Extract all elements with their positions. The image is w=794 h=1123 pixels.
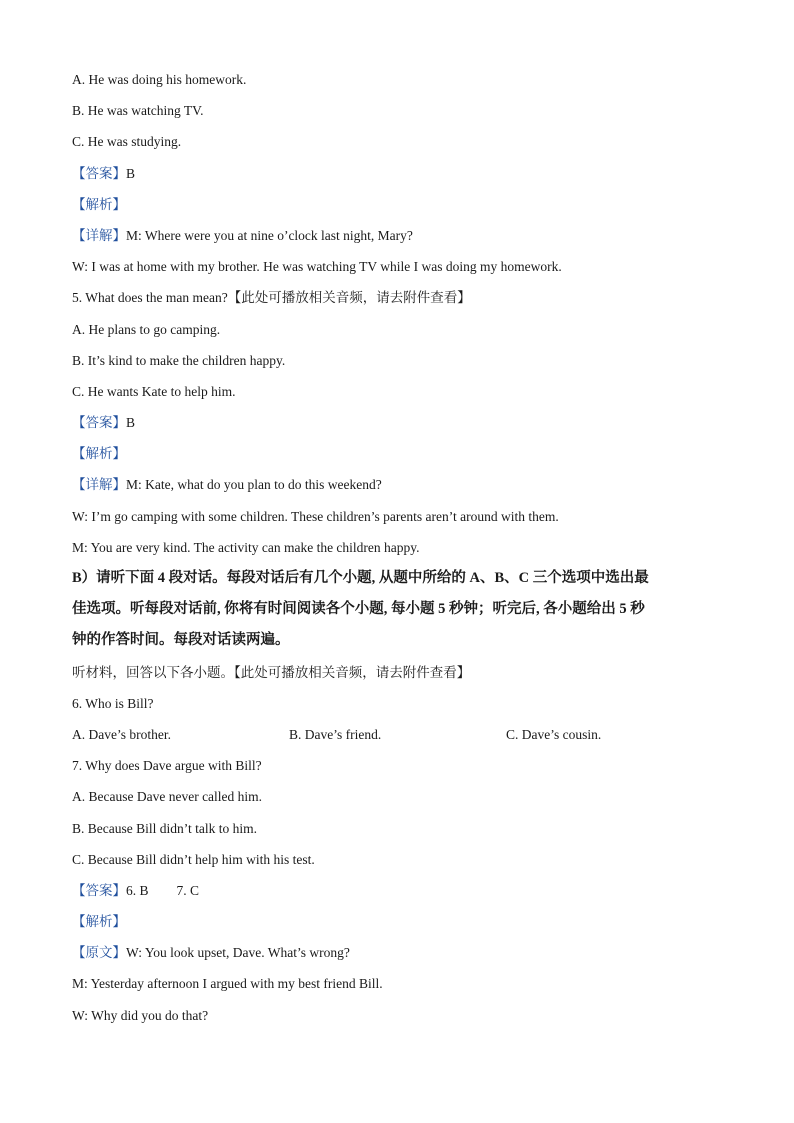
listen-prompt-text: 听材料，回答以下各小题。 xyxy=(72,664,234,680)
answer-6: 6. B xyxy=(126,882,149,898)
q6-7-analysis-tag: 【解析】 xyxy=(72,914,126,930)
q6-option-b: B. Dave’s friend. xyxy=(289,726,382,742)
q7-question: 7. Why does Dave argue with Bill? xyxy=(72,758,262,774)
q6-7-original-line1 xyxy=(72,937,722,968)
q6-option-a: A. Dave’s brother. xyxy=(72,726,171,742)
q4-answer xyxy=(72,158,722,189)
original-text: W: You look upset, Dave. What’s wrong? xyxy=(126,945,350,961)
q5-detail-line2: W: I’m go camping with some children. These children’s parents aren’t around with them. xyxy=(72,508,559,524)
detail-tag: 【详解】 xyxy=(72,477,126,493)
answer-value: B xyxy=(126,415,136,431)
q5-option-a: A. He plans to go camping. xyxy=(72,321,221,337)
audio-note: 【此处可播放相关音频，请去附件查看】 xyxy=(227,290,471,306)
q5-detail-line1 xyxy=(72,469,722,500)
detail-text: M: Where were you at nine o’clock last night, Mary? xyxy=(126,227,413,243)
q4-option-b: B. He was watching TV. xyxy=(72,103,204,119)
q6-7-answer xyxy=(72,875,722,906)
q6-7-original-line3: W: Why did you do that? xyxy=(72,1007,209,1023)
q4-detail-line1 xyxy=(72,220,722,251)
answer-7: 7. C xyxy=(176,882,200,898)
q4-option-c: C. He was studying. xyxy=(72,134,182,150)
q5-detail-line3: M: You are very kind. The activity can make the children happy. xyxy=(72,539,420,555)
answer-tag: 【答案】 xyxy=(72,165,126,181)
answer-tag: 【答案】 xyxy=(72,415,126,431)
q5-answer xyxy=(72,407,722,438)
section-b-instruction-line2: 佳选项。听每段对话前, 你将有时间阅读各个小题, 每小题 5 秒钟；听完后, 各小题给出 5 秒 xyxy=(72,601,645,618)
q5-option-c: C. He wants Kate to help him. xyxy=(72,383,236,399)
q6-7-original-line2: M: Yesterday afternoon I argued with my best friend Bill. xyxy=(72,976,383,992)
q7-option-a: A. Because Dave never called him. xyxy=(72,789,263,805)
detail-tag: 【详解】 xyxy=(72,227,126,243)
section-b-listen-prompt xyxy=(72,657,722,688)
q6-options xyxy=(72,719,722,750)
q6-option-c: C. Dave’s cousin. xyxy=(506,726,602,742)
question-text: 5. What does the man mean? xyxy=(72,290,228,306)
q4-analysis-tag: 【解析】 xyxy=(72,196,126,212)
section-b-instruction-line1: B）请听下面 4 段对话。每段对话后有几个小题, 从题中所给的 A、B、C 三个选项中选出最 xyxy=(72,570,649,586)
document-page xyxy=(72,64,722,1031)
q4-option-a: A. He was doing his homework. xyxy=(72,72,247,87)
q6-question: 6. Who is Bill? xyxy=(72,695,154,711)
q4-detail-line2: W: I was at home with my brother. He was watching TV while I was doing my homework. xyxy=(72,259,562,275)
q5-option-b: B. It’s kind to make the children happy. xyxy=(72,352,286,368)
q7-option-c: C. Because Bill didn’t help him with his test. xyxy=(72,851,315,867)
audio-note: 【此处可播放相关音频，请去附件查看】 xyxy=(234,664,471,680)
section-b-instruction-line3: 钟的作答时间。每段对话读两遍。 xyxy=(72,632,290,649)
answer-value: B xyxy=(126,165,136,181)
original-tag: 【原文】 xyxy=(72,945,126,961)
answer-tag: 【答案】 xyxy=(72,882,126,898)
detail-text: M: Kate, what do you plan to do this weekend? xyxy=(126,477,382,493)
q7-option-b: B. Because Bill didn’t talk to him. xyxy=(72,820,257,836)
q5-question xyxy=(72,282,722,313)
q5-analysis-tag: 【解析】 xyxy=(72,446,126,462)
